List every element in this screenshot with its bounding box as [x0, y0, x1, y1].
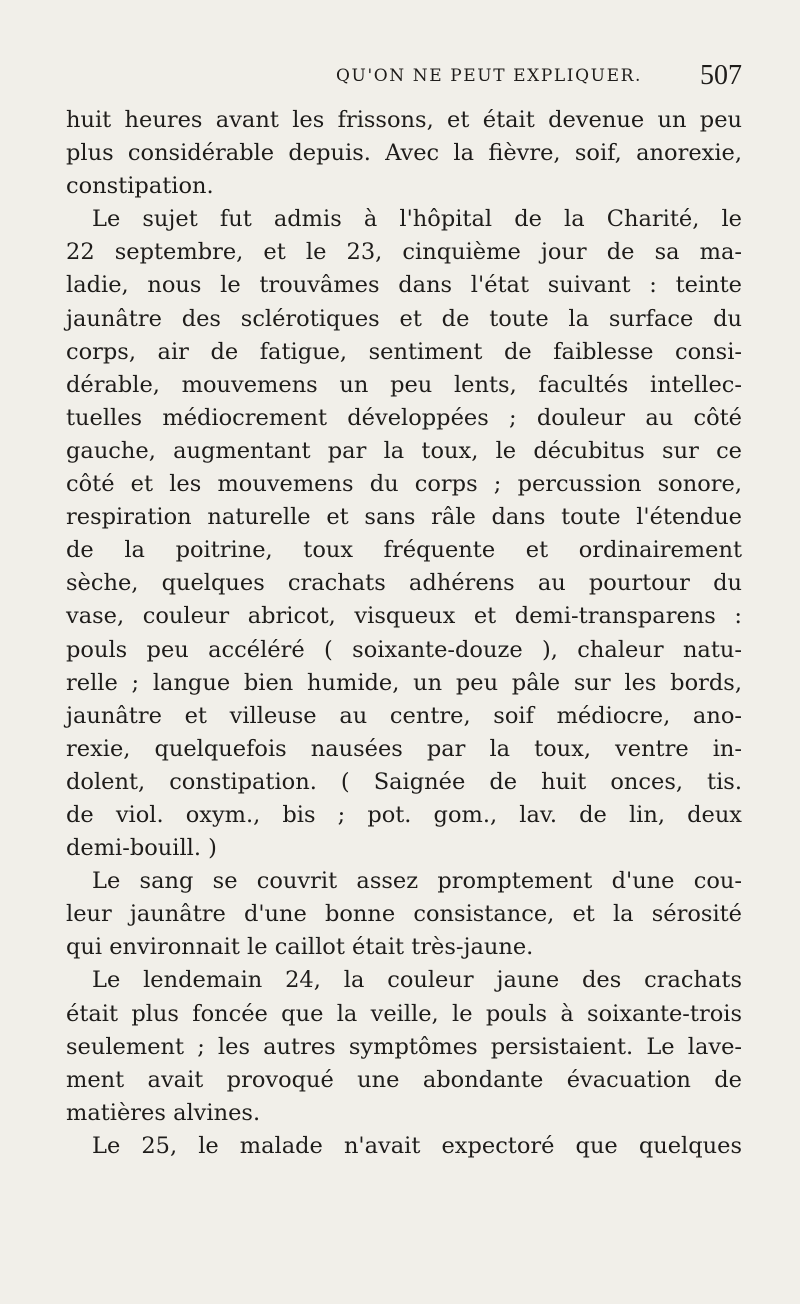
text-line: 22 septembre, et le 23, cinquième jour de sa ma-	[66, 239, 742, 266]
text-line: jaunâtre des sclérotiques et de toute la surface du	[66, 305, 742, 332]
text-line: gauche, augmentant par la toux, le décubitus sur ce	[66, 437, 742, 464]
text-line: de la poitrine, toux fréquente et ordinairement	[66, 537, 742, 564]
text-line: côté et les mouvemens du corps ; percussion sonore,	[66, 471, 742, 498]
text-line: plus considérable depuis. Avec la fièvre, soif, anorexie,	[66, 140, 742, 167]
text-line: était plus foncée que la veille, le pouls à soixante-trois	[66, 1000, 742, 1027]
text-line: ladie, nous le trouvâmes dans l'état suivant : teinte	[66, 272, 742, 299]
running-head	[0, 60, 800, 94]
text-line: dérable, mouvemens un peu lents, facultés intellec-	[66, 371, 742, 398]
text-line: leur jaunâtre d'une bonne consistance, et la sérosité	[66, 901, 742, 928]
page-number: 507	[700, 60, 742, 91]
text-line: dolent, constipation. ( Saignée de huit onces, tis.	[66, 768, 742, 795]
text-line: de viol. oxym., bis ; pot. gom., lav. de lin, deux	[66, 801, 742, 828]
text-line: seulement ; les autres symptômes persistaient. Le lave-	[66, 1033, 742, 1060]
text-line: demi-bouill. )	[66, 835, 217, 862]
text-line: huit heures avant les frissons, et était devenue un peu	[66, 107, 742, 133]
text-line: matières alvines.	[66, 1099, 261, 1126]
text-line: Le sang se couvrit assez promptement d'une cou-	[92, 868, 742, 895]
running-head-title: QU'ON NE PEUT EXPLIQUER.	[336, 66, 642, 86]
text-line: Le 25, le malade n'avait expectoré que quelques	[92, 1132, 742, 1159]
text-line: Le lendemain 24, la couleur jaune des crachats	[92, 967, 742, 994]
text-line: vase, couleur abricot, visqueux et demi-transparens :	[66, 603, 742, 630]
text-line: corps, air de fatigue, sentiment de faiblesse consi-	[66, 338, 742, 365]
text-line: respiration naturelle et sans râle dans toute l'étendue	[66, 504, 742, 531]
text-line: Le sujet fut admis à l'hôpital de la Charité, le	[92, 206, 742, 233]
text-line: tuelles médiocrement développées ; douleur au côté	[66, 404, 742, 431]
text-line: pouls peu accéléré ( soixante-douze ), chaleur natu-	[66, 636, 742, 663]
text-line: ment avait provoqué une abondante évacuation de	[66, 1066, 742, 1093]
text-line: constipation.	[66, 173, 214, 200]
text-line: relle ; langue bien humide, un peu pâle sur les bords,	[66, 669, 742, 696]
text-line: sèche, quelques crachats adhérens au pourtour du	[66, 570, 742, 597]
text-line: jaunâtre et villeuse au centre, soif médiocre, ano-	[66, 702, 742, 729]
text-line: rexie, quelquefois nausées par la toux, ventre in-	[66, 735, 742, 762]
text-line: qui environnait le caillot était très-jaune.	[66, 934, 534, 961]
body-text	[66, 104, 742, 1163]
